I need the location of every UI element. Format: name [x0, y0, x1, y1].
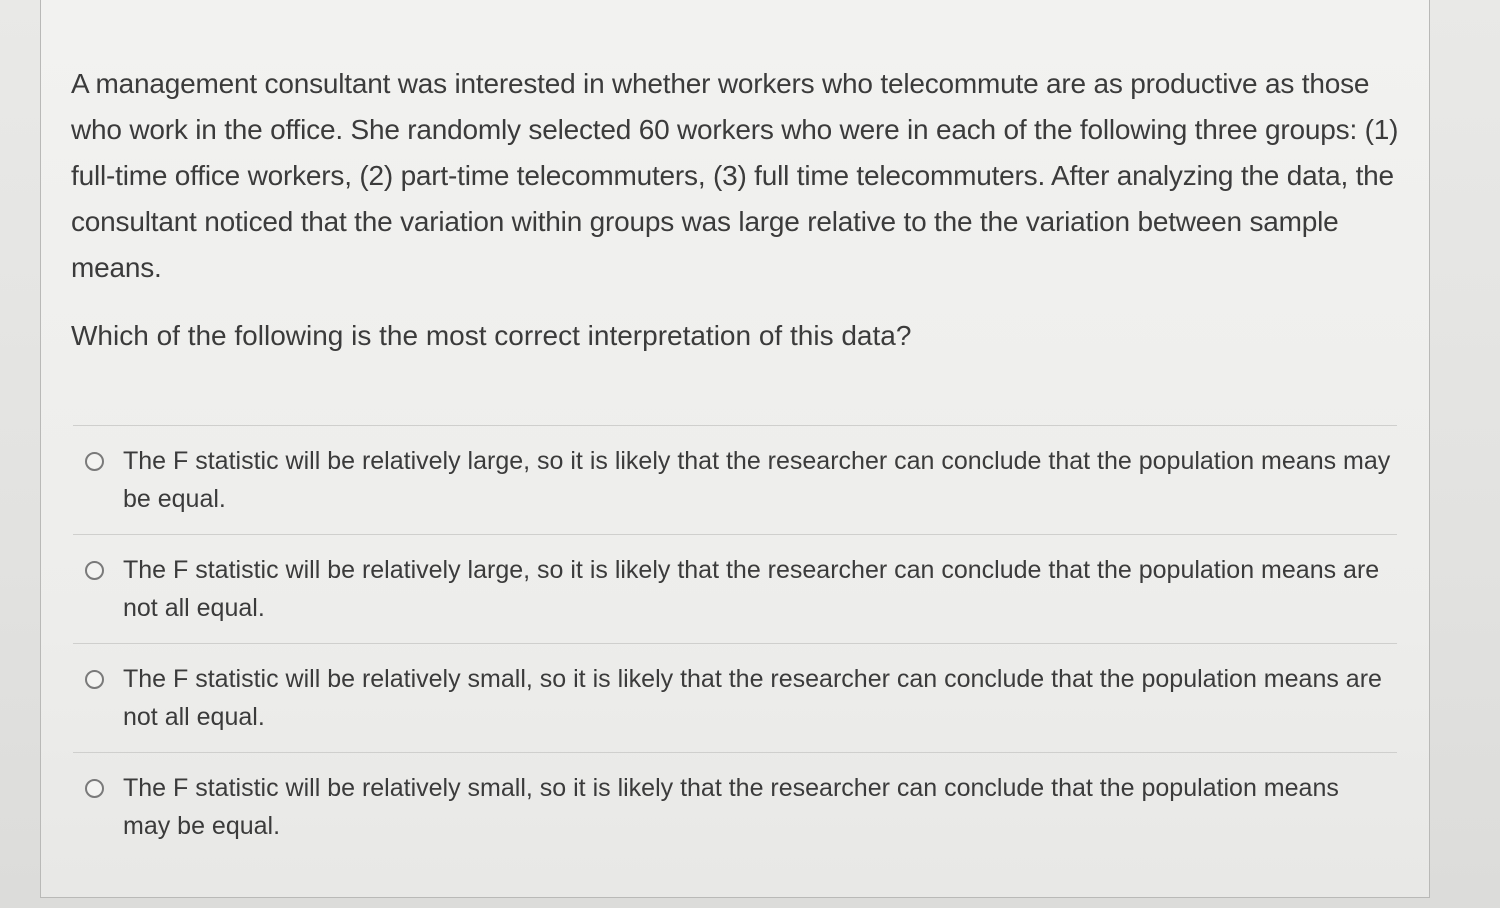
answer-label: The F statistic will be relatively small, so it is likely that the researcher can conclude that the population means may be equal. — [123, 774, 1339, 840]
radio-unselected-icon[interactable] — [85, 561, 104, 580]
answer-label: The F statistic will be relatively large, so it is likely that the researcher can conclude that the population means may be equal. — [123, 447, 1391, 513]
answer-option-3[interactable] — [73, 644, 1397, 752]
answer-option-1[interactable] — [73, 426, 1397, 534]
radio-unselected-icon[interactable] — [85, 779, 104, 798]
answer-label: The F statistic will be relatively small, so it is likely that the researcher can conclude that the population means are not all equal. — [123, 665, 1382, 731]
answer-option-2[interactable] — [73, 535, 1397, 643]
radio-unselected-icon[interactable] — [85, 670, 104, 689]
question-text: A management consultant was interested in whether workers who telecommute are as productive as those who work in the office. She randomly selected 60 workers who were in each of the following three groups: (1) full-time office workers, (2) part-time telecommuters, (3) full time telecommuters. After analyzing the data, the consultant noticed that the variation within groups was large relative to the the variation between sample means. — [71, 68, 1399, 283]
radio-unselected-icon[interactable] — [85, 452, 104, 471]
answer-list — [73, 425, 1397, 861]
question-card — [40, 0, 1430, 898]
answer-label: The F statistic will be relatively large, so it is likely that the researcher can conclude that the population means are not all equal. — [123, 556, 1380, 622]
question-prompt: Which of the following is the most correct interpretation of this data? — [71, 320, 912, 351]
answer-option-4[interactable] — [73, 753, 1397, 861]
